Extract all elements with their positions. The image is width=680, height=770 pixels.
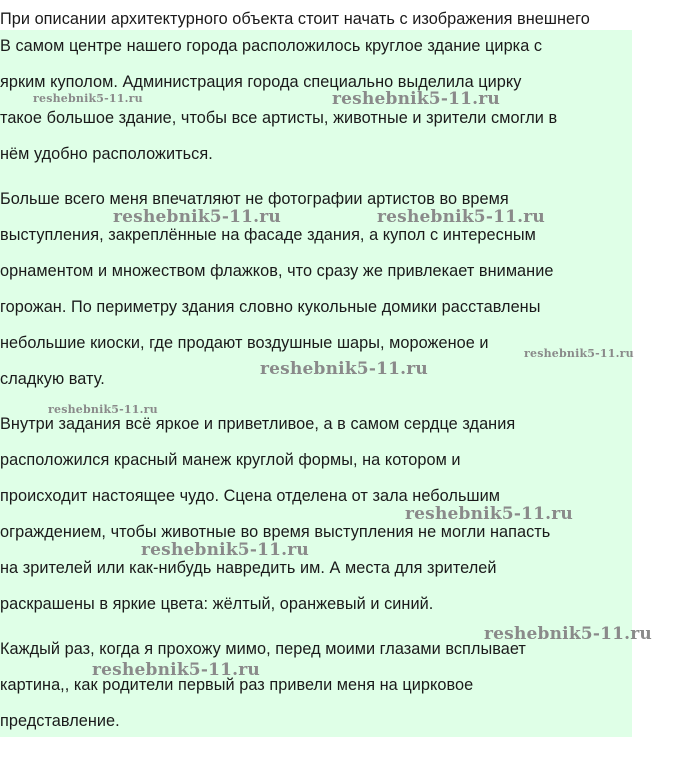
essay-line: В самом центре нашего города расположилось круглое здание цирка с (0, 37, 543, 55)
essay-line: такое большое здание, чтобы все артисты, животные и зрители смогли в (0, 109, 558, 127)
watermark: reshebnik5-11.ru (524, 347, 634, 360)
watermark: reshebnik5-11.ru (332, 89, 500, 109)
watermark: reshebnik5-11.ru (377, 207, 545, 227)
essay-line: происходит настоящее чудо. Сцена отделена от зала небольшим (0, 487, 500, 505)
essay-line: ограждением, чтобы животные во время выступления не могли напасть (0, 523, 551, 541)
essay-line: Больше всего меня впечатляют не фотографии артистов во время (0, 190, 509, 208)
watermark: reshebnik5-11.ru (113, 207, 281, 227)
essay-line: нём удобно расположиться. (0, 145, 213, 163)
watermark: reshebnik5-11.ru (141, 540, 309, 560)
watermark: reshebnik5-11.ru (33, 92, 143, 105)
essay-line: расположился красный манеж круглой формы, на котором и (0, 451, 461, 469)
watermark: reshebnik5-11.ru (405, 504, 573, 524)
essay-line: орнаментом и множеством флажков, что сразу же привлекает внимание (0, 262, 554, 280)
intro-line: При описании архитектурного объекта стоит начать с изображения внешнего (0, 8, 680, 34)
watermark: reshebnik5-11.ru (48, 403, 158, 416)
essay-line: выступления, закреплённые на фасаде здания, а купол с интересным (0, 226, 536, 244)
essay-line: ярким куполом. Администрация города специально выделила цирку (0, 73, 522, 91)
essay-line: представление. (0, 712, 120, 730)
essay-line: картина,, как родители первый раз привели меня на цирковое (0, 676, 474, 694)
essay-line: на зрителей или как-нибудь навредить им. А места для зрителей (0, 559, 497, 577)
watermark: reshebnik5-11.ru (484, 624, 652, 644)
essay-line: раскрашены в яркие цвета: жёлтый, оранжевый и синий. (0, 595, 434, 613)
essay-line: Внутри задания всё яркое и приветливое, а в самом сердце здания (0, 415, 516, 433)
essay-line: Каждый раз, когда я прохожу мимо, перед моими глазами всплывает (0, 640, 526, 658)
essay-line: небольшие киоски, где продают воздушные шары, мороженое и (0, 334, 489, 352)
watermark: reshebnik5-11.ru (92, 660, 260, 680)
essay-line: сладкую вату. (0, 370, 105, 388)
essay-block (0, 30, 632, 737)
essay-line: горожан. По периметру здания словно кукольные домики расставлены (0, 298, 541, 316)
watermark: reshebnik5-11.ru (260, 359, 428, 379)
